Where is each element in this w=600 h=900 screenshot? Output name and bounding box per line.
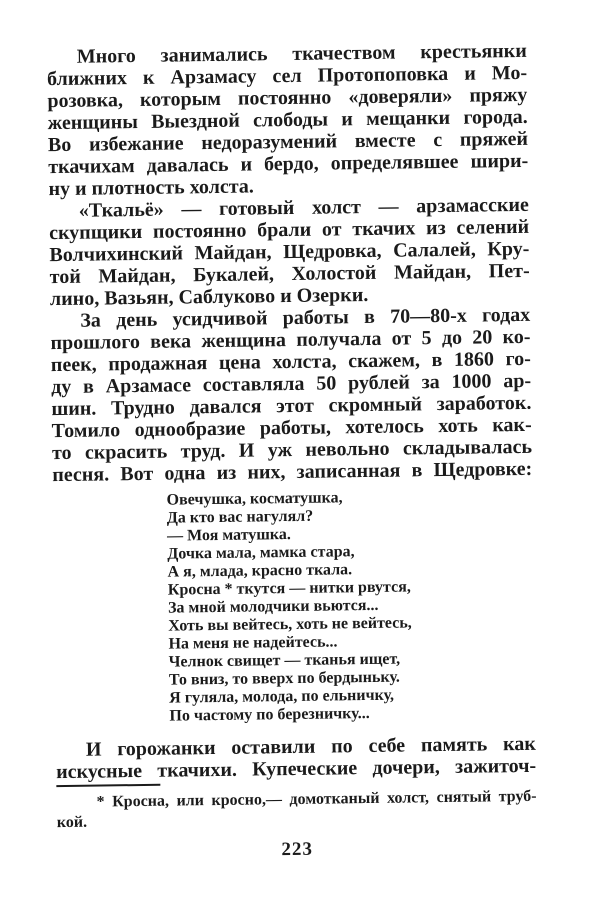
text-line: Волчихинский Майдан, Щедровка, Салалей, Кру- <box>49 237 530 267</box>
book-page <box>47 40 538 864</box>
text-line: лино, Вазьян, Саблуково и Озерки. <box>49 283 369 311</box>
text-line: кой. <box>56 813 88 832</box>
text-line: То вниз, то вверх по бердыньку. <box>168 668 400 689</box>
text-line: Во избежание недоразумений вместе с пряжей <box>47 127 529 157</box>
text-line: Челнок свищет — тканья ищет, <box>168 650 401 671</box>
text-line: прошлого века женщина получала от 5 до 20 ко- <box>50 325 531 355</box>
text-line: ду в Арзамасе составляла 50 рублей за 1000 ар- <box>50 369 532 399</box>
text-line: шин. Трудно давался этот скромный заработок. <box>51 391 532 421</box>
text-line: песня. Вот одна из них, записанная в Щедровке: <box>52 457 533 487</box>
page-number: 223 <box>281 838 314 861</box>
text-line: Томило однообразие работы, хотелось хоть как- <box>51 413 532 443</box>
text-line: пеек, продажная цена холста, скажем, в 1860 го- <box>50 347 531 377</box>
text-line: На меня не надейтесь... <box>168 633 338 653</box>
text-line: Овечушка, косматушка, <box>166 489 343 509</box>
text-line: то скрасить труд. И уж невольно складывалась <box>51 435 533 465</box>
text-line: «Ткальё» — готовый холст — арзамасские <box>78 193 529 222</box>
text-line: Дочка мала, мамка стара, <box>167 543 355 563</box>
paragraph-4 <box>56 733 537 783</box>
text-line: За мной молодчики вьются... <box>167 596 379 617</box>
text-line: Кросна * ткутся — нитки рвутся, <box>167 578 411 599</box>
footnote-separator <box>56 784 160 787</box>
text-line: Много занимались ткачеством крестьянки <box>76 39 527 68</box>
text-line: ткачихам давалась и бердо, определявшее шири- <box>48 149 529 179</box>
paragraph-3 <box>50 304 532 486</box>
text-line: искусные ткачихи. Купеческие дочери, зажиточ- <box>56 754 537 784</box>
text-line: скупщики постоянно брали от ткачих из селений <box>48 215 530 245</box>
text-line: По частому по березничку... <box>169 705 370 725</box>
paragraph-1 <box>47 40 529 200</box>
text-line: ну и плотность холста. <box>48 175 254 201</box>
text-line: той Майдан, Букалей, Холостой Майдан, Пет- <box>49 259 530 289</box>
text-line: Хоть вы вейтесь, хоть не вейтесь, <box>168 614 412 635</box>
footnote <box>56 787 536 833</box>
text-line: розовка, которым постоянно «доверяли» пряжу <box>47 83 528 113</box>
text-line: И горожанки оставили по себе память как <box>85 732 536 761</box>
text-line: Да кто вас нагулял? <box>166 507 314 527</box>
text-line: Я гуляла, молода, по ельничку, <box>169 686 395 707</box>
text-line: женщины Выездной слободы и мещанки города. <box>47 105 528 135</box>
text-line: За день усидчивой работы в 70—80-х годах <box>80 303 531 332</box>
folk-song-quote <box>167 487 536 726</box>
paragraph-2 <box>49 194 530 310</box>
text-line: ближних к Арзамасу сел Протопоповка и Мо- <box>46 61 528 91</box>
text-line: — Моя матушка. <box>166 526 291 545</box>
text-line: А я, млада, красно ткала. <box>167 561 353 581</box>
text-line: * Кросна, или кросно,— домотканый холст, снятый труб- <box>96 787 537 811</box>
